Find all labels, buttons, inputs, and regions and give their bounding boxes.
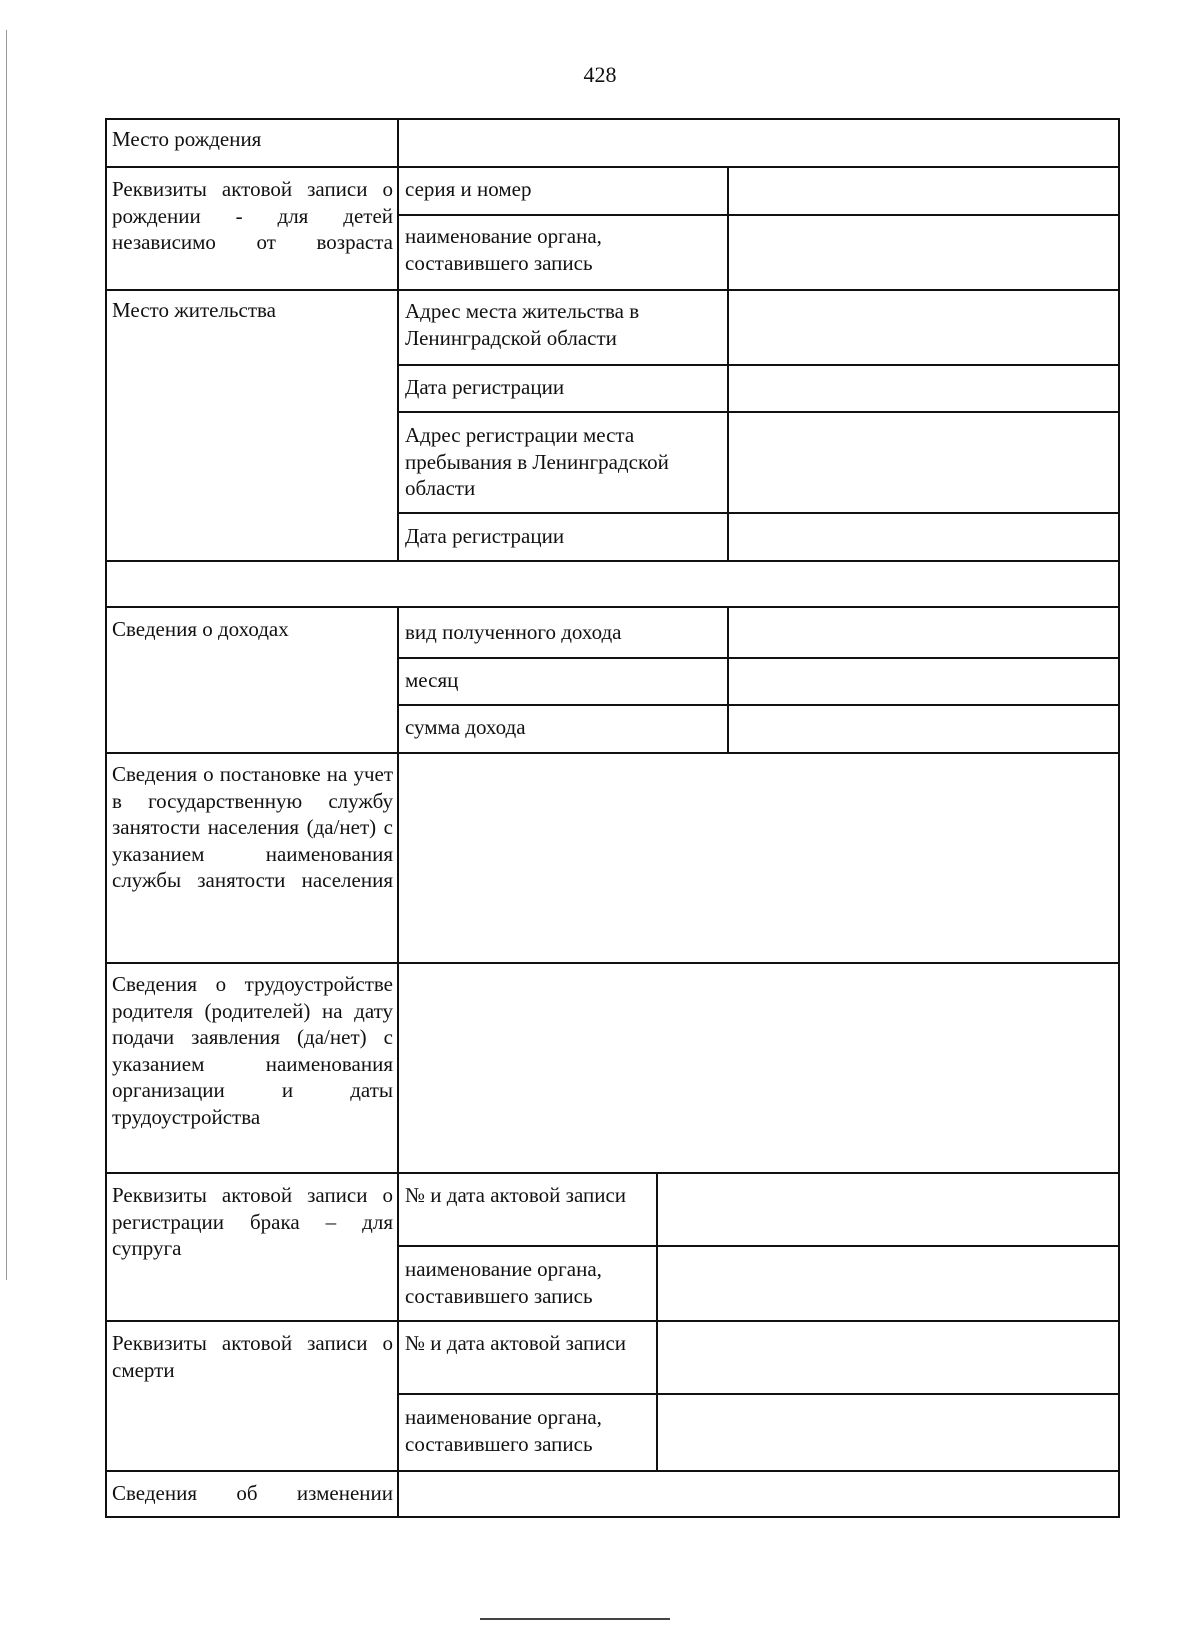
sublabel-marriage-issuing-authority: наименование органа, составившего запись	[405, 1257, 602, 1308]
sublabel-income-type: вид полученного дохода	[405, 620, 622, 644]
label-income: Сведения о доходах	[112, 617, 289, 641]
sublabel-stay-registration-date: Дата регистрации	[405, 524, 565, 548]
scan-artifact-line	[480, 1618, 670, 1620]
label-employment-service: Сведения о постановке на учет в государственную службу занятости населения (да/нет) с указанием наименования службы занятости населения	[112, 762, 393, 892]
label-birthplace: Место рождения	[112, 127, 262, 151]
page-number: 428	[583, 62, 617, 87]
sublabel-month: месяц	[405, 668, 459, 692]
sublabel-series-number: серия и номер	[405, 177, 532, 201]
scan-edge-line	[6, 30, 7, 1280]
sublabel-death-record-number-date: № и дата актовой записи	[405, 1331, 627, 1355]
sublabel-stay-address: Адрес регистрации места пребывания в Ленинградской области	[405, 423, 669, 500]
sublabel-registration-date: Дата регистрации	[405, 375, 565, 399]
label-death-record: Реквизиты актовой записи о смерти	[112, 1331, 393, 1382]
label-residence: Место жительства	[112, 298, 276, 322]
sublabel-death-issuing-authority: наименование органа, составившего запись	[405, 1405, 602, 1456]
sublabel-income-amount: сумма дохода	[405, 715, 526, 739]
sublabel-issuing-authority: наименование органа, составившего запись	[405, 224, 602, 275]
label-change-info: Сведения об изменении	[112, 1481, 393, 1505]
label-birth-record: Реквизиты актовой записи о рождении - для детей независимо от возраста	[112, 177, 393, 254]
label-job-placement: Сведения о трудоустройстве родителя (родителей) на дату подачи заявления (да/нет) с указанием наименования организации и даты трудоустройства	[112, 972, 393, 1129]
label-marriage-record: Реквизиты актовой записи о регистрации брака – для супруга	[112, 1183, 393, 1260]
sublabel-residence-address: Адрес места жительства в Ленинградской области	[405, 299, 640, 350]
sublabel-marriage-record-number-date: № и дата актовой записи	[405, 1183, 627, 1207]
